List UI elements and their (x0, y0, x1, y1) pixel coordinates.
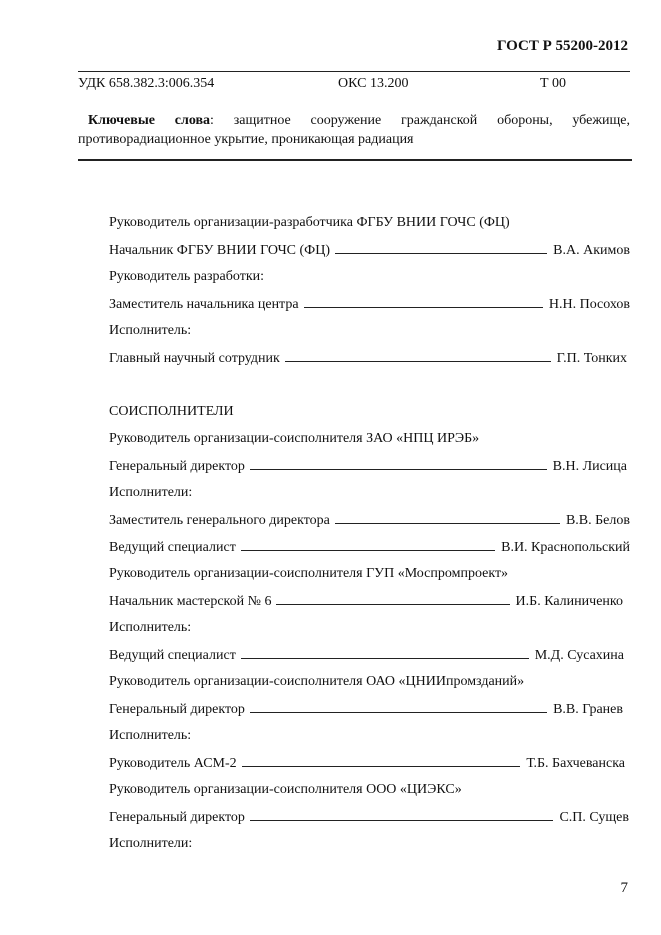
person-name: В.А. Акимов (553, 243, 630, 258)
position-title: Генеральный директор (109, 810, 245, 825)
signature-row (109, 458, 627, 478)
person-name: С.П. Сущев (559, 810, 629, 825)
signature-row (109, 701, 623, 721)
position-title: Начальник мастерской № 6 (109, 594, 272, 609)
position-title: Генеральный директор (109, 459, 245, 474)
person-name: В.И. Краснопольский (501, 540, 630, 555)
person-name: Т.Б. Бахчеванска (526, 756, 625, 771)
signature-row (109, 755, 625, 775)
signature-line (242, 755, 521, 767)
text-line: Руководитель организации-соисполнителя ЗАО «НПЦ ИРЭБ» (109, 431, 480, 446)
position-title: Ведущий специалист (109, 540, 236, 555)
signature-line (276, 593, 509, 605)
signature-line (250, 701, 547, 713)
person-name: В.В. Белов (565, 513, 630, 528)
keywords-text-1: защитное сооружение гражданской обороны, убежище, (233, 113, 630, 128)
position-title: Главный научный сотрудник (109, 351, 280, 366)
page-number: 7 (620, 880, 628, 896)
position-title: Заместитель генерального директора (109, 513, 330, 528)
text-line: Руководитель организации-соисполнителя ГУП «Моспромпроект» (109, 566, 509, 581)
signature-line (304, 296, 543, 308)
udk-code: УДК 658.382.3:006.354 (78, 76, 215, 91)
standard-number: ГОСТ Р 55200-2012 (496, 38, 628, 54)
signature-row (109, 647, 624, 667)
person-name: Н.Н. Посохов (548, 297, 630, 312)
person-name: Г.П. Тонких (556, 351, 627, 366)
text-line: Руководитель организации-соисполнителя ООО «ЦИЭКС» (109, 782, 462, 797)
text-line: Исполнители: (109, 485, 193, 500)
header-rule (78, 71, 630, 72)
position-title: Ведущий специалист (109, 648, 236, 663)
keywords-first-line: Ключевые слова: защитное сооружение гражданской обороны, убежище, (88, 113, 630, 128)
position-title: Заместитель начальника центра (109, 297, 299, 312)
oks-code: ОКС 13.200 (338, 76, 409, 91)
text-line: СОИСПОЛНИТЕЛИ (109, 404, 234, 419)
keywords-text-2: противорадиационное укрытие, проникающая радиация (78, 132, 414, 147)
person-name: В.В. Гранев (553, 702, 623, 717)
signature-row (109, 296, 630, 316)
signature-line (285, 350, 551, 362)
keywords-rule (78, 159, 632, 161)
signature-row (109, 593, 623, 613)
signature-line (335, 242, 547, 254)
person-name: В.Н. Лисица (552, 459, 627, 474)
text-line: Исполнитель: (109, 728, 192, 743)
signature-line (241, 647, 529, 659)
signature-line (250, 809, 554, 821)
keywords-label: Ключевые слова (88, 113, 211, 128)
signature-line (241, 539, 495, 551)
classification-code: Т 00 (540, 76, 567, 91)
text-line: Руководитель разработки: (109, 269, 265, 284)
signature-line (250, 458, 547, 470)
signature-line (335, 512, 560, 524)
text-line: Руководитель организации-соисполнителя ОАО «ЦНИИпромзданий» (109, 674, 525, 689)
signature-row (109, 512, 630, 532)
signature-row (109, 350, 627, 370)
keywords-block (78, 111, 630, 149)
person-name: М.Д. Сусахина (534, 648, 624, 663)
signature-row (109, 539, 630, 559)
position-title: Руководитель АСМ-2 (109, 756, 237, 771)
text-line: Исполнитель: (109, 323, 192, 338)
signature-row (109, 242, 630, 262)
position-title: Генеральный директор (109, 702, 245, 717)
position-title: Начальник ФГБУ ВНИИ ГОЧС (ФЦ) (109, 243, 331, 258)
text-line: Исполнители: (109, 836, 193, 851)
text-line: Исполнитель: (109, 620, 192, 635)
person-name: И.Б. Калиниченко (515, 594, 623, 609)
signature-row (109, 809, 629, 829)
text-line: Руководитель организации-разработчика ФГБУ ВНИИ ГОЧС (ФЦ) (109, 215, 510, 230)
